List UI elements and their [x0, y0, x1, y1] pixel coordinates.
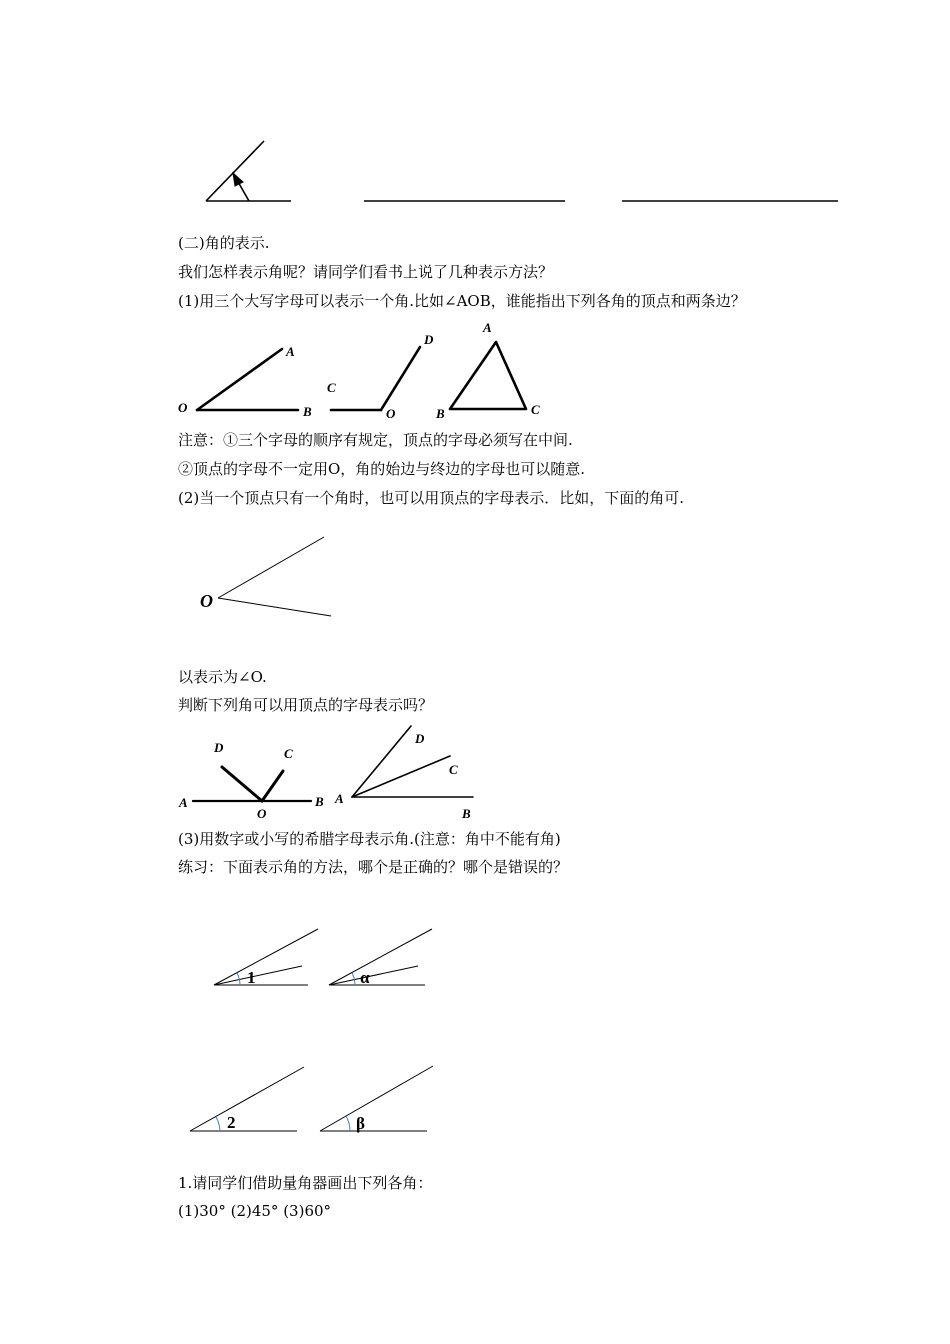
note-1: 注意：①三个字母的顺序有规定，顶点的字母必须写在中间. — [178, 431, 573, 449]
label-c2: C — [449, 762, 458, 777]
label-angle-2: 2 — [227, 1113, 236, 1132]
label-c3: C — [531, 402, 540, 417]
label-angle-alpha: α — [360, 968, 370, 987]
label-a2: A — [335, 791, 344, 806]
label-o1: O — [178, 400, 188, 415]
label-a1: A — [286, 344, 295, 359]
task-1-items: (1)30° (2)45° (3)60° — [178, 1202, 332, 1220]
label-d1: D — [214, 740, 224, 755]
label-o2: O — [386, 406, 396, 421]
method-3-text: (3)用数字或小写的希腊字母表示角.(注意：角中不能有角) — [178, 830, 561, 848]
label-a1: A — [179, 795, 188, 810]
task-1: 1.请同学们借助量角器画出下列各角： — [178, 1174, 433, 1192]
label-d2: D — [415, 731, 425, 746]
label-b2: B — [462, 806, 471, 821]
exercise-text: 练习：下面表示角的方法，哪个是正确的？哪个是错误的？ — [178, 858, 569, 876]
label-d2: D — [424, 332, 434, 347]
method-2-continued: 以表示为∠O. — [178, 668, 267, 686]
label-a3: A — [483, 320, 492, 335]
intro-question: 我们怎样表示角呢？请同学们看书上说了几种表示方法？ — [178, 263, 554, 281]
label-angle-1: 1 — [247, 968, 256, 987]
label-c1: C — [284, 746, 293, 761]
label-c2: C — [327, 380, 336, 395]
method-1-text: (1)用三个大写字母可以表示一个角.比如∠AOB，谁能指出下列各角的顶点和两条边？ — [178, 292, 746, 310]
note-2: ②顶点的字母不一定用O，角的始边与终边的字母也可以随意. — [178, 460, 586, 478]
label-angle-beta: β — [356, 1114, 365, 1133]
label-b1: B — [315, 794, 324, 809]
label-b1: B — [303, 404, 312, 419]
judge-question: 判断下列角可以用顶点的字母表示吗？ — [178, 696, 434, 714]
label-o1: O — [257, 806, 267, 821]
label-o-vertex: O — [200, 591, 213, 611]
section-title: (二)角的表示. — [178, 234, 270, 252]
method-2-text: (2)当一个顶点只有一个角时，也可以用顶点的字母表示．比如，下面的角可. — [178, 489, 685, 507]
label-b3: B — [436, 406, 445, 421]
